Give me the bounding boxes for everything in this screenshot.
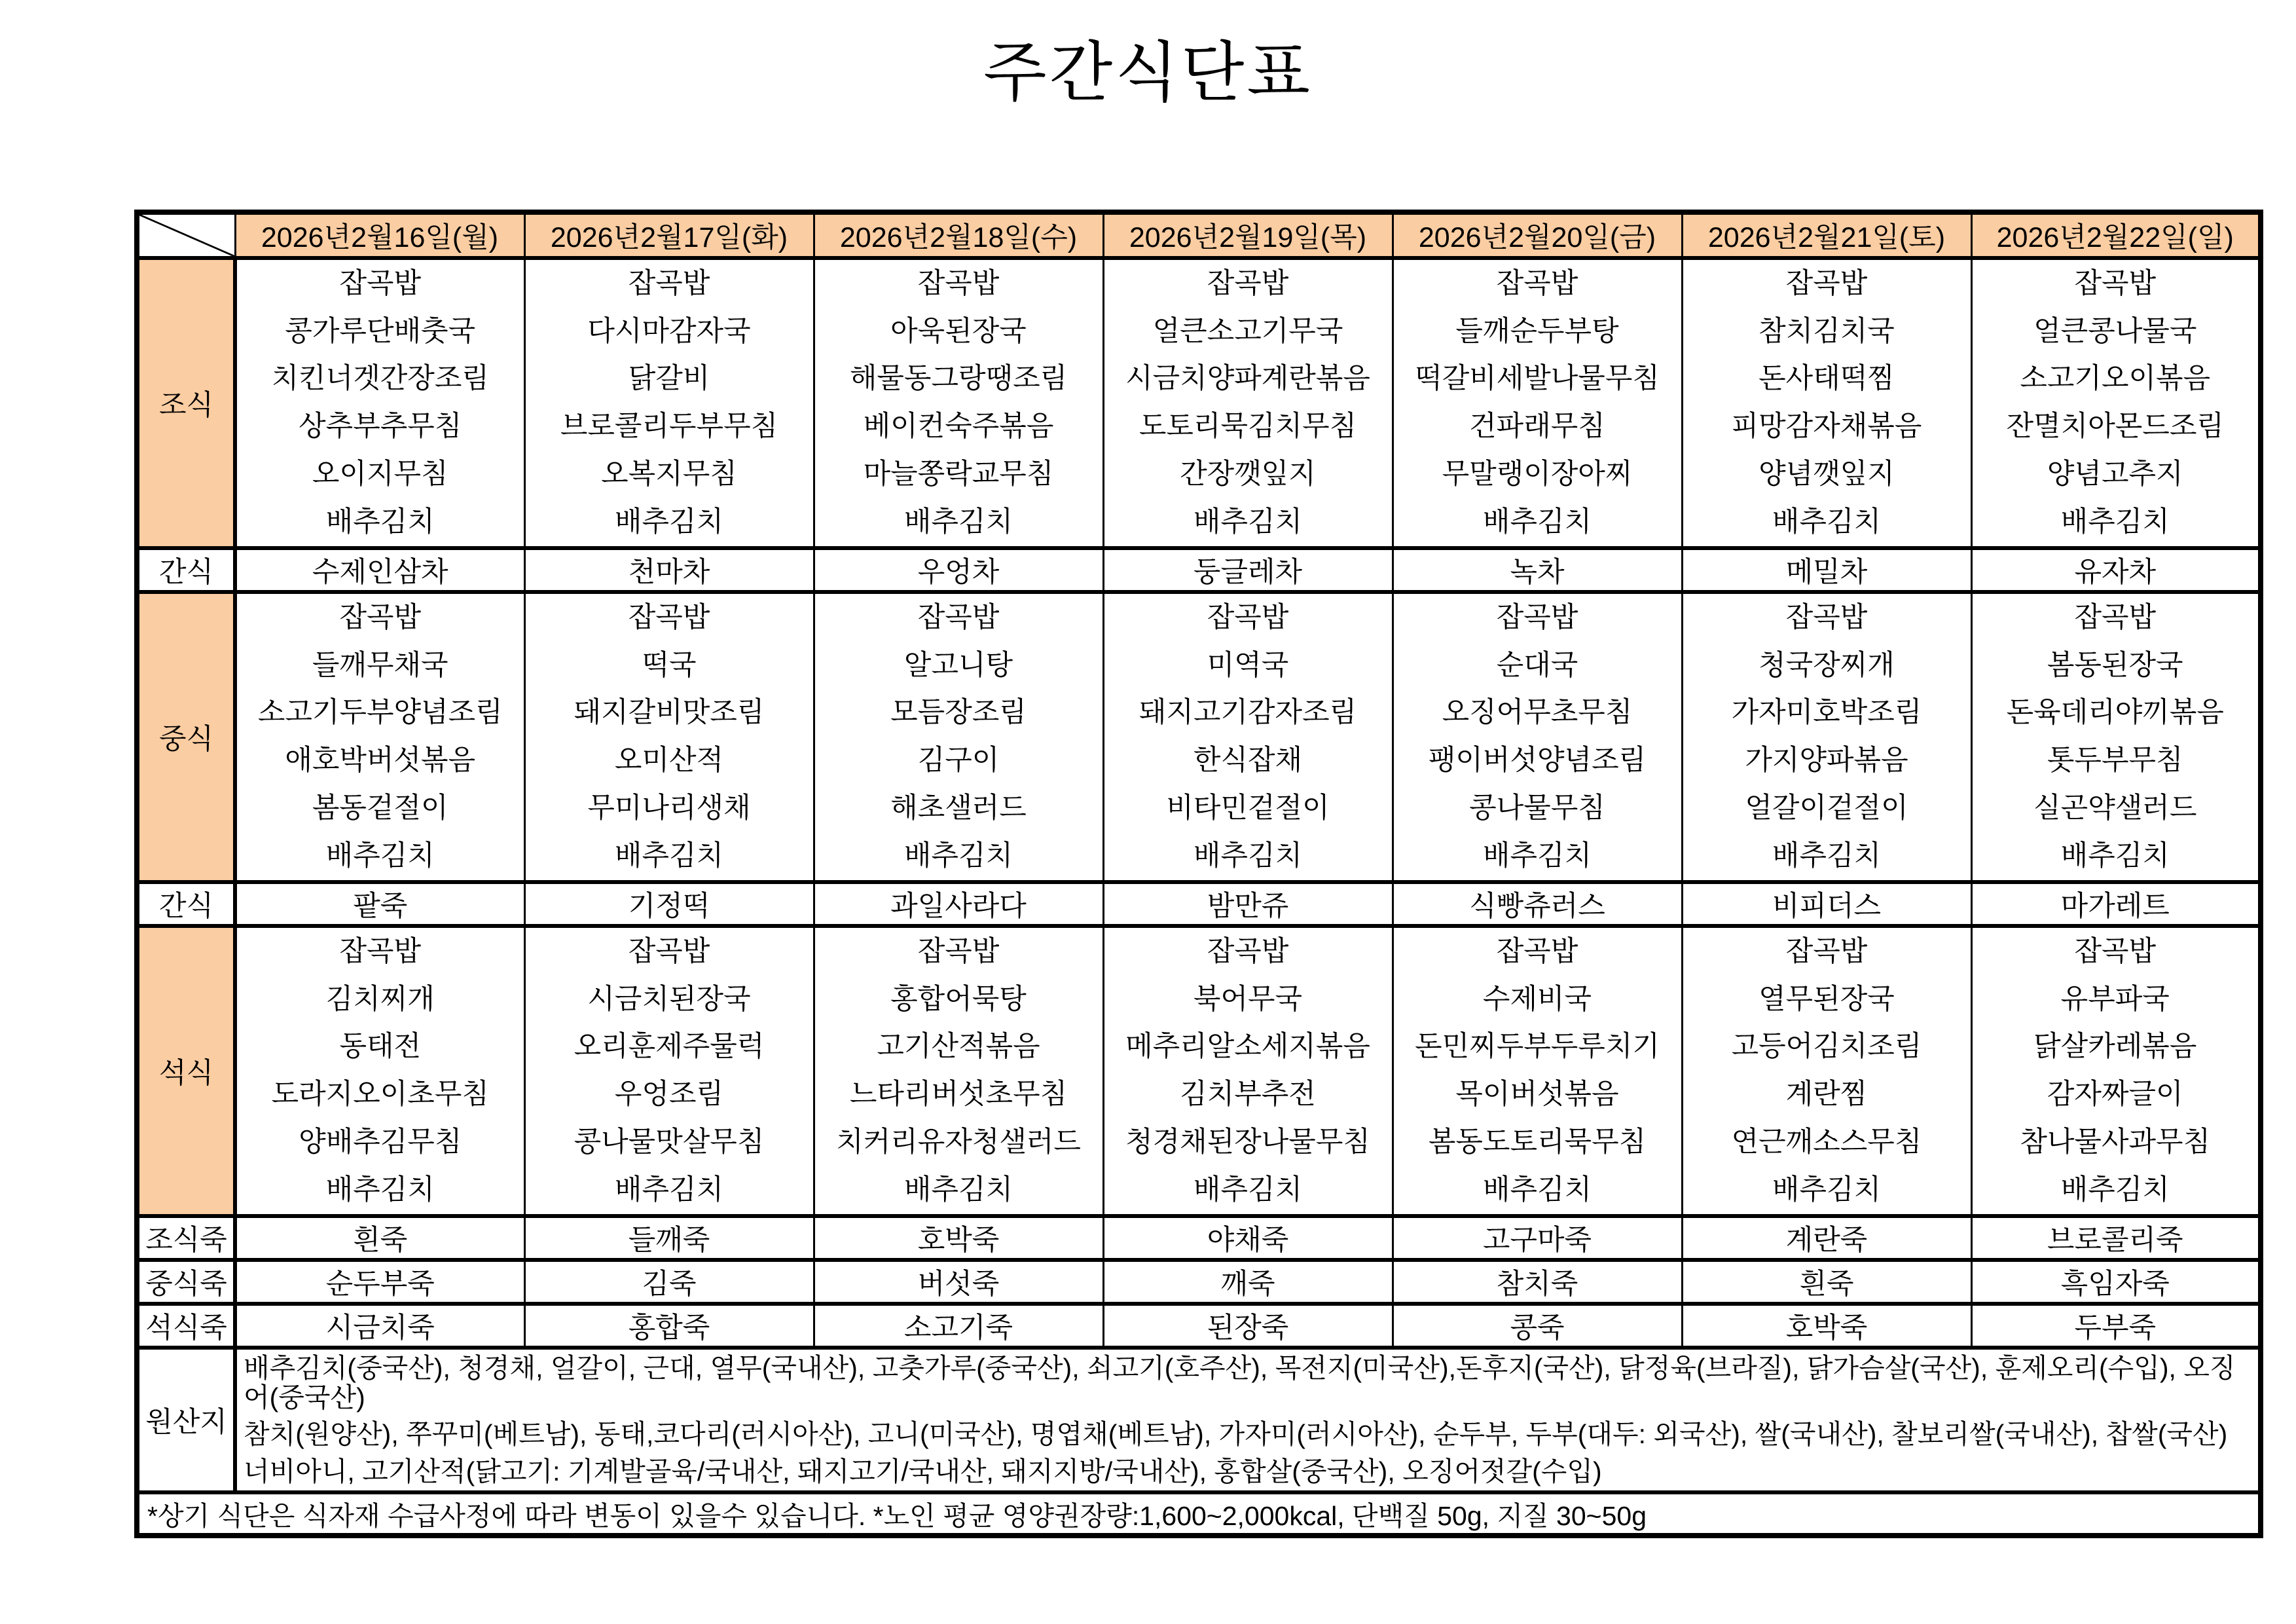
meal-item: 열무된장국 [1758,983,1895,1015]
meal-item: 고기산적볶음 [877,1031,1040,1063]
meal-day-cell [814,258,1103,548]
meal-item: 배추김치 [2060,1173,2170,1206]
meal-cell [1973,260,2259,546]
snack-value: 식빵츄러스 [1393,882,1682,926]
meal-item: 애호박버섯볶음 [285,745,476,777]
meal-item: 잡곡밥 [1207,935,1289,967]
row-label: 조식 [137,258,235,548]
meal-item: 도토리묵김치무침 [1139,411,1357,443]
meal-day-cell [1103,926,1393,1216]
meal-item: 콩나물맛살무침 [574,1126,765,1158]
meal-item: 배추김치 [903,506,1013,538]
porridge-value: 홍합죽 [524,1304,814,1348]
porridge-row [137,1216,2261,1260]
meal-item: 수제비국 [1482,983,1592,1015]
meal-item: 떡국 [642,649,697,681]
meal-item: 잡곡밥 [1496,267,1578,299]
meal-item: 간장깻잎지 [1180,458,1316,490]
meal-item: 비타민겉절이 [1166,792,1330,824]
porridge-value: 흰죽 [235,1216,524,1260]
meal-cell [237,260,524,546]
snack-value: 기정떡 [524,882,814,926]
meal-item: 콩가루단배춧국 [285,315,476,347]
meal-item: 청경채된장나물무침 [1125,1126,1370,1158]
meal-item: 감자짜글이 [2047,1079,2183,1111]
footer-row [137,1492,2261,1536]
meal-item: 소고기오이볶음 [2020,363,2211,395]
meal-item: 모듬장조림 [890,697,1027,729]
meal-item: 오이지무침 [312,458,448,490]
meal-item: 잡곡밥 [2074,601,2157,633]
meal-item: 양배추김무침 [299,1126,462,1158]
meal-item: 청국장찌개 [1758,649,1895,681]
meal-day-cell [814,926,1103,1216]
snack-value: 메밀차 [1682,548,1971,592]
row-label: 원산지 [137,1348,235,1492]
meal-row [137,258,2261,548]
meal-item: 치커리유자청샐러드 [836,1126,1081,1158]
meal-item: 배추김치 [903,1173,1013,1206]
porridge-value: 시금치죽 [235,1304,524,1348]
meal-day-cell [1682,592,1971,882]
meal-item: 잡곡밥 [917,267,1000,299]
meal-cell [526,594,813,880]
meal-item: 미역국 [1207,649,1289,681]
meal-item: 목이버섯볶음 [1455,1079,1619,1111]
meal-item: 배추김치 [1193,840,1303,872]
meal-day-cell [1971,926,2261,1216]
meal-item: 잡곡밥 [917,935,1000,967]
meal-cell [815,594,1102,880]
date-header-cell: 2026년2월18일(수) [814,212,1103,258]
porridge-value: 흰죽 [1682,1260,1971,1304]
meal-cell [1973,594,2259,880]
meal-cell [237,594,524,880]
date-header-cell: 2026년2월17일(화) [524,212,814,258]
meal-item: 우엉조림 [614,1079,724,1111]
porridge-value: 흑임자죽 [1971,1260,2261,1304]
date-header-cell: 2026년2월19일(목) [1103,212,1393,258]
meal-item: 잡곡밥 [1785,601,1868,633]
date-header-cell: 2026년2월20일(금) [1393,212,1682,258]
meal-item: 돼지갈비맛조림 [574,697,765,729]
meal-item: 상추부추무침 [299,411,462,443]
meal-cell [1683,260,1971,546]
meal-item: 잡곡밥 [1207,267,1289,299]
porridge-value: 된장죽 [1103,1304,1393,1348]
meal-row [137,592,2261,882]
meal-item: 시금치된장국 [587,983,751,1015]
date-header-cell: 2026년2월22일(일) [1971,212,2261,258]
meal-item: 잡곡밥 [2074,935,2157,967]
meal-item: 잡곡밥 [628,267,710,299]
snack-row [137,882,2261,926]
meal-item: 잡곡밥 [1785,267,1868,299]
meal-item: 참치김치국 [1758,315,1895,347]
meal-item: 팽이버섯양념조림 [1428,745,1647,777]
meal-item: 아욱된장국 [890,315,1027,347]
meal-day-cell [524,258,814,548]
meal-cell [1104,594,1392,880]
row-label: 간식 [137,548,235,592]
meal-cell [1394,928,1681,1214]
meal-item: 들깨순두부탕 [1455,315,1619,347]
meal-item: 배추김치 [325,1173,435,1206]
meal-item: 배추김치 [614,840,724,872]
meal-item: 다시마감자국 [587,315,751,347]
meal-item: 배추김치 [614,1173,724,1206]
meal-item: 오미산적 [614,745,724,777]
meal-item: 소고기두부양념조림 [257,697,503,729]
porridge-value: 호박죽 [1682,1304,1971,1348]
meal-item: 계란찜 [1785,1079,1868,1111]
meal-item: 잡곡밥 [1496,935,1578,967]
meal-item: 무미나리생채 [587,792,751,824]
snack-value: 녹차 [1393,548,1682,592]
porridge-value: 버섯죽 [814,1260,1103,1304]
meal-item: 브로콜리두부무침 [560,411,778,443]
porridge-value: 야채죽 [1103,1216,1393,1260]
meal-item: 톳두부무침 [2047,745,2183,777]
meal-item: 배추김치 [1772,506,1882,538]
snack-value: 비피더스 [1682,882,1971,926]
weekly-menu-table [134,210,2263,1538]
meal-item: 배추김치 [1772,840,1882,872]
meal-item: 봄동도토리묵무침 [1428,1126,1647,1158]
porridge-value: 들깨죽 [524,1216,814,1260]
corner-diagonal-icon [139,215,234,256]
footer-note: *상기 식단은 식자재 수급사정에 따라 변동이 있을수 있습니다. *노인 평균 영양권장량:1,600~2,000kcal, 단백질 50g, 지질 30~50g [137,1492,2261,1536]
meal-item: 알고니탕 [903,649,1013,681]
row-label: 석식죽 [137,1304,235,1348]
meal-cell [1683,928,1971,1214]
meal-item: 유부파국 [2060,983,2170,1015]
meal-day-cell [1103,258,1393,548]
meal-item: 가지양파볶음 [1745,745,1908,777]
meal-item: 시금치양파계란볶음 [1125,363,1370,395]
meal-day-cell [1393,258,1682,548]
row-label: 석식 [137,926,235,1216]
meal-day-cell [1682,926,1971,1216]
meal-item: 배추김치 [1193,1173,1303,1206]
row-label: 간식 [137,882,235,926]
meal-day-cell [235,592,524,882]
meal-item: 도라지오이초무침 [271,1079,489,1111]
porridge-value: 계란죽 [1682,1216,1971,1260]
meal-item: 연근깨소스무침 [1731,1126,1922,1158]
meal-item: 오리훈제주물럭 [574,1031,765,1063]
origin-line: 참치(원양산), 쭈꾸미(베트남), 동태,코다리(러시아산), 고니(미국산), 명엽채(베트남), 가자미(러시아산), 순두부, 두부(대두: 외국산), 쌀(국내산), 찰보리쌀(국내산), 찹쌀(국산) [244,1419,2228,1450]
meal-item: 돈육데리야끼볶음 [2006,697,2224,729]
snack-value: 마가레트 [1971,882,2261,926]
meal-item: 배추김치 [2060,840,2170,872]
meal-item: 돈민찌두부두루치기 [1415,1031,1660,1063]
meal-item: 잔멸치아몬드조림 [2006,411,2224,443]
meal-day-cell [524,592,814,882]
meal-item: 봄동된장국 [2047,649,2183,681]
snack-value: 팥죽 [235,882,524,926]
meal-item: 잡곡밥 [339,935,422,967]
meal-day-cell [524,926,814,1216]
meal-item: 한식잡채 [1193,745,1303,777]
meal-item: 떡갈비세발나물무침 [1415,363,1660,395]
meal-item: 닭갈비 [628,363,710,395]
meal-item: 들깨무채국 [312,649,448,681]
meal-item: 봄동겉절이 [312,792,448,824]
meal-item: 동태전 [339,1031,422,1063]
meal-item: 김치찌개 [325,983,435,1015]
snack-value: 밤만쥬 [1103,882,1393,926]
meal-item: 콩나물무침 [1469,792,1605,824]
snack-row [137,548,2261,592]
origin-cell [235,1348,2261,1492]
meal-item: 베이컨숙주볶음 [863,411,1054,443]
porridge-value: 콩죽 [1393,1304,1682,1348]
meal-item: 잡곡밥 [2074,267,2157,299]
meal-item: 배추김치 [1482,506,1592,538]
meal-day-cell [1682,258,1971,548]
meal-item: 홍합어묵탕 [890,983,1027,1015]
meal-item: 메추리알소세지볶음 [1125,1031,1370,1063]
meal-item: 배추김치 [1772,1173,1882,1206]
meal-item: 잡곡밥 [1207,601,1289,633]
meal-cell [1394,260,1681,546]
meal-item: 양념고추지 [2047,458,2183,490]
porridge-value: 순두부죽 [235,1260,524,1304]
meal-item: 느타리버섯초무침 [849,1079,1068,1111]
meal-item: 잡곡밥 [628,601,710,633]
snack-value: 과일사라다 [814,882,1103,926]
meal-day-cell [235,926,524,1216]
meal-item: 잡곡밥 [339,267,422,299]
meal-day-cell [1103,592,1393,882]
meal-item: 해물동그랑땡조림 [849,363,1068,395]
meal-item: 돼지고기감자조림 [1139,697,1357,729]
meal-cell [1683,594,1971,880]
porridge-value: 소고기죽 [814,1304,1103,1348]
meal-cell [526,260,813,546]
meal-item: 잡곡밥 [628,935,710,967]
meal-day-cell [814,592,1103,882]
meal-day-cell [1971,258,2261,548]
meal-item: 잡곡밥 [1785,935,1868,967]
meal-item: 북어무국 [1193,983,1303,1015]
snack-value: 천마차 [524,548,814,592]
meal-item: 피망감자채볶음 [1731,411,1922,443]
meal-cell [815,260,1102,546]
meal-item: 가자미호박조림 [1731,697,1922,729]
meal-item: 배추김치 [1482,840,1592,872]
porridge-row [137,1260,2261,1304]
meal-item: 건파래무침 [1469,411,1605,443]
snack-value: 수제인삼차 [235,548,524,592]
porridge-value: 호박죽 [814,1216,1103,1260]
meal-cell [1104,928,1392,1214]
meal-item: 김구이 [917,745,1000,777]
meal-item: 배추김치 [325,506,435,538]
origin-lines [237,1350,2258,1490]
meal-item: 치킨너겟간장조림 [271,363,489,395]
porridge-value: 고구마죽 [1393,1216,1682,1260]
page-title: 주간식단표 [983,36,1313,109]
meal-item: 순대국 [1496,649,1578,681]
meal-item: 오복지무침 [601,458,737,490]
snack-value: 유자차 [1971,548,2261,592]
meal-item: 김치부추전 [1180,1079,1316,1111]
row-label: 조식죽 [137,1216,235,1260]
meal-item: 배추김치 [1482,1173,1592,1206]
meal-item: 고등어김치조림 [1731,1031,1922,1063]
meal-item: 배추김치 [2060,506,2170,538]
meal-cell [1973,928,2259,1214]
meal-row [137,926,2261,1216]
meal-cell [1394,594,1681,880]
porridge-row [137,1304,2261,1348]
meal-day-cell [1971,592,2261,882]
porridge-value: 참치죽 [1393,1260,1682,1304]
meal-item: 해초샐러드 [890,792,1027,824]
meal-cell [1104,260,1392,546]
row-label: 중식 [137,592,235,882]
meal-day-cell [1393,926,1682,1216]
meal-item: 얼큰콩나물국 [2033,315,2197,347]
porridge-value: 김죽 [524,1260,814,1304]
meal-cell [815,928,1102,1214]
meal-cell [526,928,813,1214]
meal-day-cell [235,258,524,548]
origin-row [137,1348,2261,1492]
meal-cell [237,928,524,1214]
porridge-value: 두부죽 [1971,1304,2261,1348]
meal-item: 배추김치 [903,840,1013,872]
meal-item: 양념깻잎지 [1758,458,1895,490]
row-label: 중식죽 [137,1260,235,1304]
date-header-cell: 2026년2월16일(월) [235,212,524,258]
origin-line: 너비아니, 고기산적(닭고기: 기계발골육/국내산, 돼지고기/국내산, 돼지지방/국내산), 홍합살(중국산), 오징어젓갈(수입) [244,1456,1602,1487]
meal-item: 얼큰소고기무국 [1152,315,1343,347]
porridge-value: 깨죽 [1103,1260,1393,1304]
meal-item: 잡곡밥 [917,601,1000,633]
meal-item: 닭살카레볶음 [2033,1031,2197,1063]
meal-item: 실곤약샐러드 [2033,792,2197,824]
meal-item: 참나물사과무침 [2020,1126,2211,1158]
date-header-cell: 2026년2월21일(토) [1682,212,1971,258]
header-row [137,212,2261,258]
meal-item: 마늘쫑락교무침 [863,458,1054,490]
origin-line: 배추김치(중국산), 청경채, 얼갈이, 근대, 열무(국내산), 고춧가루(중국산), 쇠고기(호주산), 목전지(미국산),돈후지(국산), 닭정육(브라질), 닭가슴살(국산), 훈제오리(수입), 오징어(중국산) [244,1352,2236,1412]
corner-cell [137,212,235,258]
porridge-value: 브로콜리죽 [1971,1216,2261,1260]
snack-value: 둥글레차 [1103,548,1393,592]
snack-value: 우엉차 [814,548,1103,592]
meal-item: 배추김치 [325,840,435,872]
meal-item: 잡곡밥 [339,601,422,633]
meal-item: 잡곡밥 [1496,601,1578,633]
meal-item: 배추김치 [614,506,724,538]
meal-day-cell [1393,592,1682,882]
meal-item: 배추김치 [1193,506,1303,538]
meal-item: 돈사태떡찜 [1758,363,1895,395]
meal-item: 얼갈이겉절이 [1745,792,1908,824]
meal-item: 오징어무초무침 [1442,697,1633,729]
meal-item: 무말랭이장아찌 [1442,458,1633,490]
